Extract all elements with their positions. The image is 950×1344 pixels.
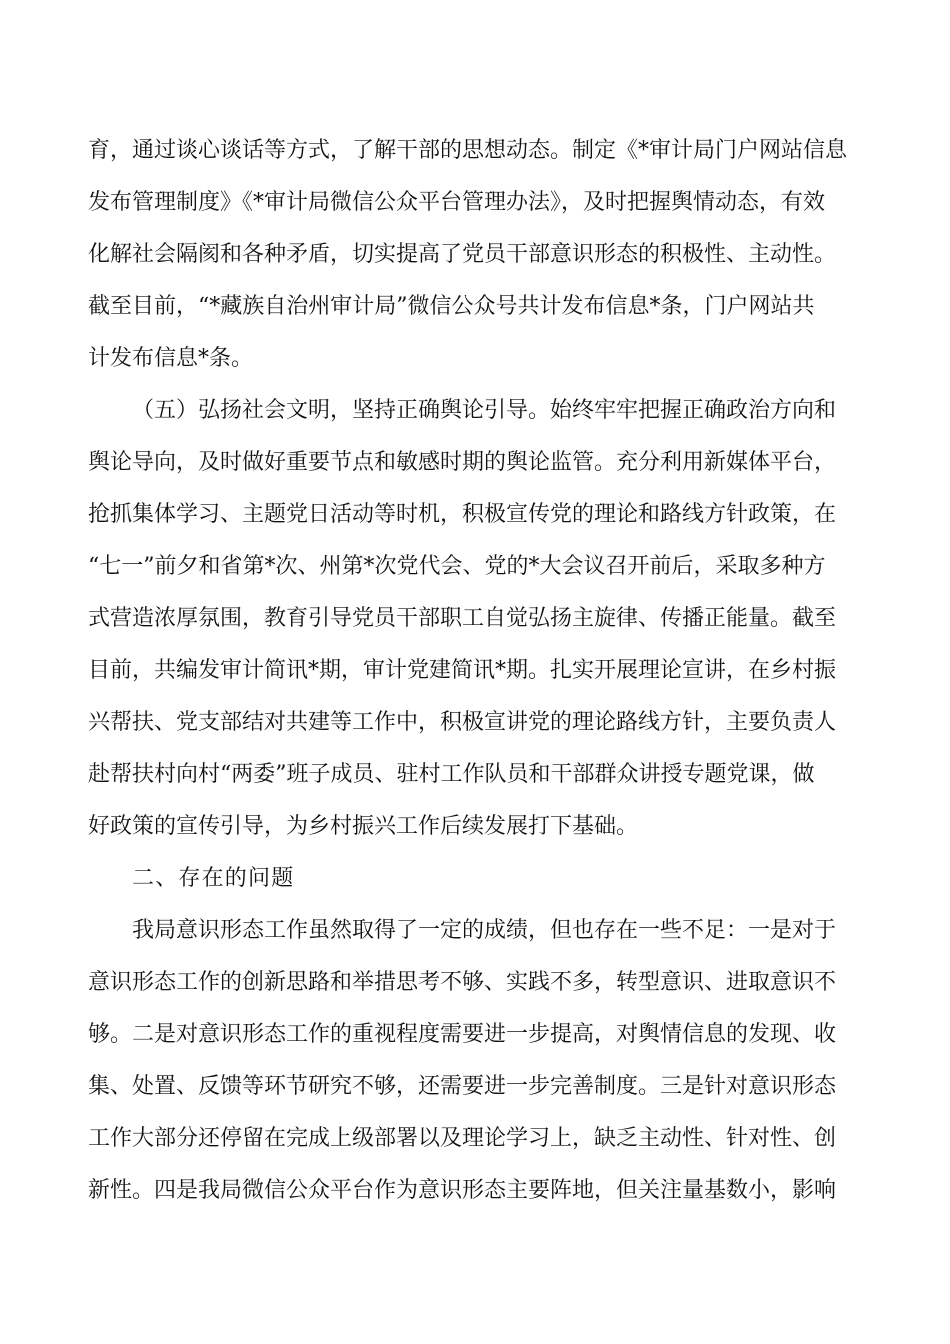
- text-line: 抢抓集体学习、主题党日活动等时机，积极宣传党的理论和路线方针政策，在: [88, 502, 837, 527]
- section-heading-problems: 二、存在的问题: [132, 866, 295, 891]
- text-line: 式营造浓厚氛围，教育引导党员干部职工自觉弘扬主旋律、传播正能量。截至: [88, 606, 837, 631]
- text-line: 兴帮扶、党支部结对共建等工作中，积极宣讲党的理论路线方针，主要负责人: [88, 710, 837, 735]
- paragraph-existing-problems: [88, 905, 862, 1217]
- document-body: [88, 125, 862, 1217]
- text-line: （五）弘扬社会文明，坚持正确舆论引导。始终牢牢把握正确政治方向和: [132, 398, 837, 423]
- text-line: 化解社会隔阂和各种矛盾，切实提高了党员干部意识形态的积极性、主动性。: [88, 242, 837, 267]
- text-line: 新性。四是我局微信公众平台作为意识形态主要阵地，但关注量基数小，影响: [88, 1178, 837, 1203]
- text-line: 我局意识形态工作虽然取得了一定的成绩，但也存在一些不足：一是对于: [132, 918, 837, 943]
- text-line: 好政策的宣传引导，为乡村振兴工作后续发展打下基础。: [88, 814, 639, 839]
- paragraph-ideology-education: [88, 125, 862, 385]
- text-line: “七一”前夕和省第*次、州第*次党代会、党的*大会议召开前后，采取多种方: [88, 554, 826, 579]
- text-line: 计发布信息*条。: [88, 346, 254, 371]
- text-line: 够。二是对意识形态工作的重视程度需要进一步提高，对舆情信息的发现、收: [88, 1022, 837, 1047]
- text-line: 工作大部分还停留在完成上级部署以及理论学习上，缺乏主动性、针对性、创: [88, 1126, 837, 1151]
- paragraph-social-civilization: [88, 385, 862, 853]
- text-line: 育，通过谈心谈话等方式，了解干部的思想动态。制定《*审计局门户网站信息: [88, 138, 848, 163]
- text-line: 截至目前，“*藏族自治州审计局”微信公众号共计发布信息*条，门户网站共: [88, 294, 815, 319]
- text-line: 集、处置、反馈等环节研究不够，还需要进一步完善制度。三是针对意识形态: [88, 1074, 837, 1099]
- text-line: 发布管理制度》《*审计局微信公众平台管理办法》，及时把握舆情动态，有效: [88, 190, 826, 215]
- text-line: 意识形态工作的创新思路和举措思考不够、实践不多，转型意识、进取意识不: [88, 970, 837, 995]
- text-line: 舆论导向，及时做好重要节点和敏感时期的舆论监管。充分利用新媒体平台，: [88, 450, 837, 475]
- text-line: 目前，共编发审计简讯*期，审计党建简讯*期。扎实开展理论宣讲，在乡村振: [88, 658, 837, 683]
- text-line: 赴帮扶村向村“两委”班子成员、驻村工作队员和干部群众讲授专题党课，做: [88, 762, 815, 787]
